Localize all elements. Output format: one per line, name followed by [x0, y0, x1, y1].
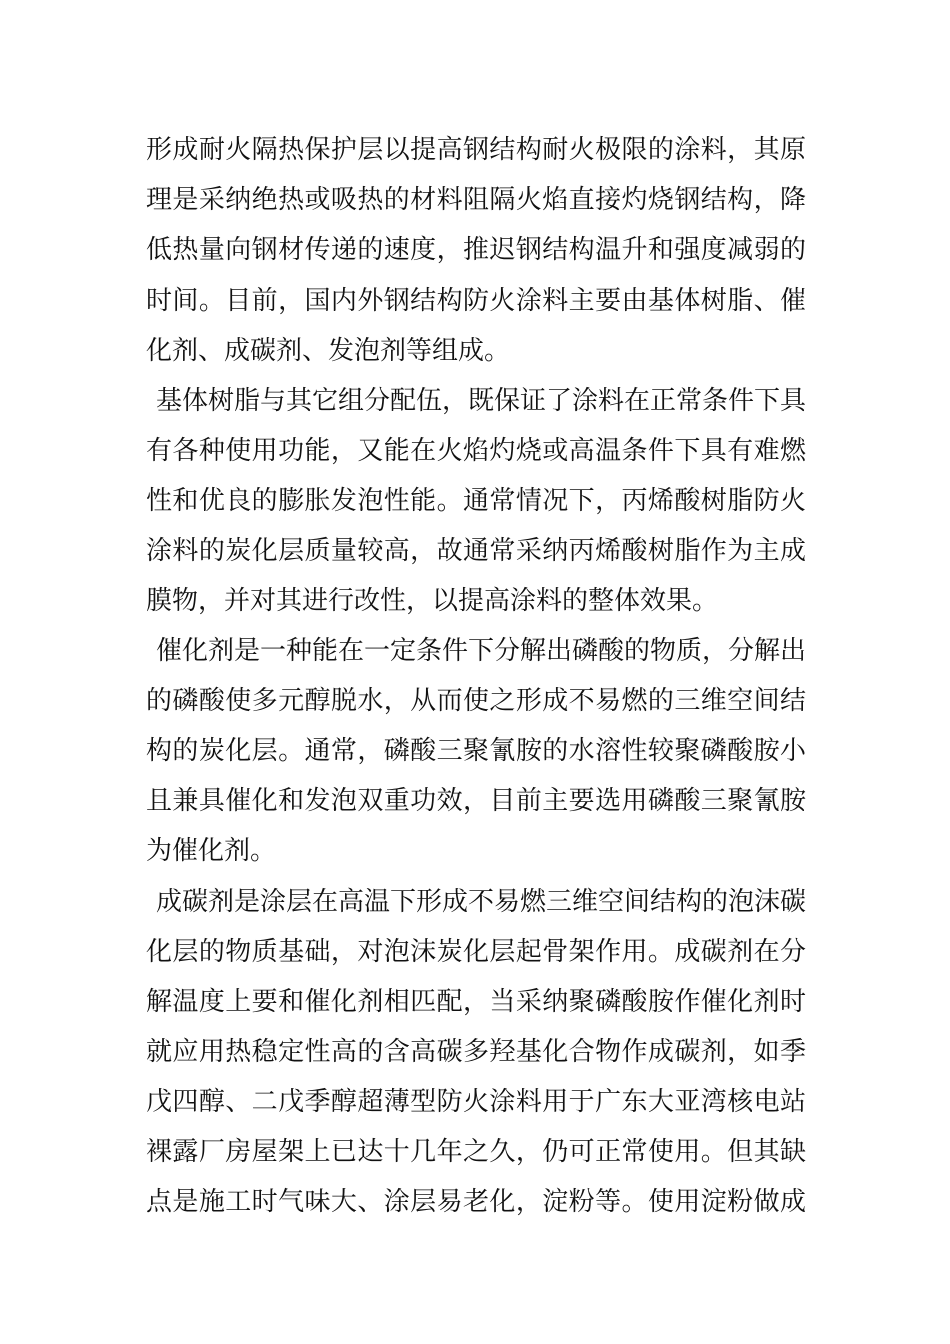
text-line: 戊四醇、二戊季醇超薄型防火涂料用于广东大亚湾核电站 — [146, 1087, 806, 1117]
text-line: 低热量向钢材传递的速度，推迟钢结构温升和强度减弱的 — [146, 235, 806, 265]
text-line: 点是施工时气味大、涂层易老化，淀粉等。使用淀粉做成 — [146, 1187, 806, 1217]
paragraph-start-line: 催化剂是一种能在一定条件下分解出磷酸的物质，分解出 — [156, 636, 807, 666]
paragraph-start-line: 基体树脂与其它组分配伍，既保证了涂料在正常条件下具 — [156, 386, 807, 416]
text-line: 时间。目前，国内外钢结构防火涂料主要由基体树脂、催 — [146, 286, 806, 316]
text-line: 就应用热稳定性高的含高碳多羟基化合物作成碳剂，如季 — [146, 1037, 806, 1067]
text-line: 且兼具催化和发泡双重功效，目前主要选用磷酸三聚氰胺 — [146, 786, 806, 816]
text-line: 性和优良的膨胀发泡性能。通常情况下，丙烯酸树脂防火 — [146, 486, 806, 516]
text-line: 有各种使用功能，又能在火焰灼烧或高温条件下具有难燃 — [146, 436, 806, 466]
text-line: 形成耐火隔热保护层以提高钢结构耐火极限的涂料，其原 — [146, 135, 806, 165]
text-line: 构的炭化层。通常，磷酸三聚氰胺的水溶性较聚磷酸胺小 — [146, 736, 806, 766]
text-line: 涂料的炭化层质量较高，故通常采纳丙烯酸树脂作为主成 — [146, 536, 806, 566]
text-line: 为催化剂。 — [146, 836, 277, 866]
text-line: 化层的物质基础，对泡沫炭化层起骨架作用。成碳剂在分 — [146, 937, 806, 967]
text-line: 膜物，并对其进行改性，以提高涂料的整体效果。 — [146, 586, 719, 616]
text-line: 理是采纳绝热或吸热的材料阻隔火焰直接灼烧钢结构，降 — [146, 185, 806, 215]
text-line: 的磷酸使多元醇脱水，从而使之形成不易燃的三维空间结 — [146, 686, 806, 716]
text-line: 解温度上要和催化剂相匹配，当采纳聚磷酸胺作催化剂时 — [146, 987, 806, 1017]
text-line: 化剂、成碳剂、发泡剂等组成。 — [146, 336, 511, 366]
text-line: 裸露厂房屋架上已达十几年之久，仍可正常使用。但其缺 — [146, 1137, 806, 1167]
paragraph-start-line: 成碳剂是涂层在高温下形成不易燃三维空间结构的泡沫碳 — [156, 887, 807, 917]
